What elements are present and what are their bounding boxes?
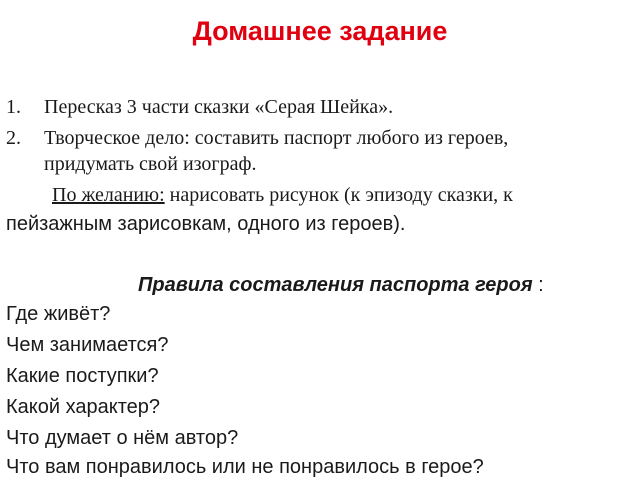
- rule-question-3: Какие поступки?: [6, 365, 159, 387]
- rules-heading-suffix: :: [532, 274, 544, 296]
- rule-question-4: Какой характер?: [6, 396, 161, 418]
- rule-question-2: Чем занимается?: [6, 334, 169, 356]
- optional-label: По желанию:: [52, 184, 165, 206]
- task-text: Пересказ 3 части сказки «Серая Шейка».: [44, 96, 394, 118]
- rules-heading-title: Правила составления паспорта героя: [138, 274, 533, 296]
- rule-question-6: Что вам понравилось или не понравилось в герое?: [6, 456, 484, 478]
- task-item-1: [6, 95, 393, 119]
- task-number: 2.: [6, 127, 21, 149]
- rule-question-5: Что думает о нём автор?: [6, 427, 239, 449]
- task-item-2-continuation: придумать свой изограф.: [44, 153, 257, 175]
- slide-title: Домашнее задание: [192, 16, 448, 46]
- task-text: Творческое дело: составить паспорт любого из героев,: [44, 127, 509, 149]
- optional-task-continuation: пейзажным зарисовкам, одного из героев).: [6, 213, 406, 235]
- task-item-2: [6, 126, 508, 150]
- task-number: 1.: [6, 96, 21, 118]
- rules-heading: [138, 273, 544, 297]
- optional-text: нарисовать рисунок (к эпизоду сказки, к: [164, 184, 513, 206]
- optional-task-line: [52, 183, 513, 207]
- rule-question-1: Где живёт?: [6, 303, 111, 325]
